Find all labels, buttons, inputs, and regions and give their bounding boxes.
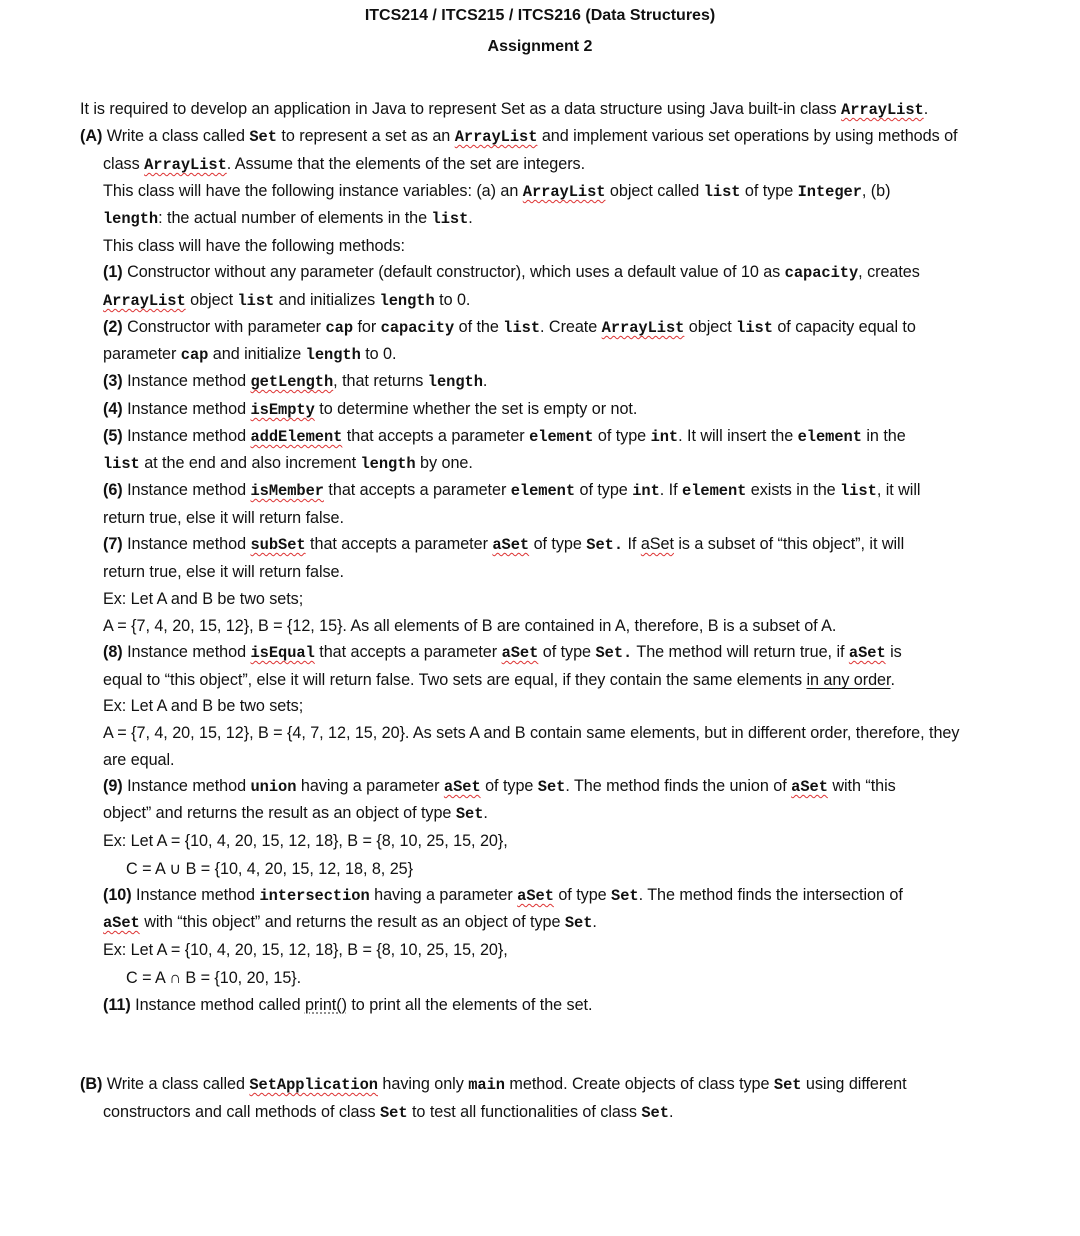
method-label: (2)	[103, 318, 123, 336]
part-a-line-2	[103, 154, 585, 175]
text: Instance method called	[130, 996, 305, 1014]
text: : the actual number of elements in the	[158, 209, 432, 227]
text: of type	[740, 182, 798, 200]
part-b-line-2	[103, 1102, 673, 1123]
text: that accepts a parameter	[314, 643, 502, 661]
code-term: ArrayList	[841, 101, 924, 119]
method-10-example-1: Ex: Let A = {10, 4, 20, 15, 12, 18}, B = {8, 10, 25, 15, 20},	[103, 941, 508, 959]
text: of type	[553, 886, 612, 904]
text: , that returns	[333, 372, 428, 390]
code-term: Set	[379, 1104, 408, 1122]
text: with “this	[827, 777, 896, 795]
method-2-line-2	[103, 344, 396, 365]
code-term: isMember	[250, 482, 324, 500]
method-label: (6)	[103, 481, 123, 499]
code-term: capacity	[784, 264, 859, 282]
text: with “this object” and returns the result as an object of type	[139, 913, 565, 931]
part-b-line-1	[80, 1074, 907, 1095]
method-9-line-1	[103, 776, 896, 797]
text: . It will insert the	[678, 427, 798, 445]
method-9-example-2: C = A ∪ B = {10, 4, 20, 15, 12, 18, 8, 25}	[126, 860, 413, 878]
code-term: Integer	[797, 183, 862, 201]
code-term: list	[103, 455, 140, 473]
code-term: subSet	[250, 536, 306, 554]
text: at the end and also increment	[139, 454, 361, 472]
part-label: (A)	[80, 127, 103, 145]
text: Constructor without any parameter (default constructor), which uses a default value of 10 as	[122, 263, 785, 281]
text: Instance method	[122, 400, 251, 418]
text: , creates	[858, 263, 920, 281]
text: to 0.	[360, 345, 397, 363]
method-label: (11)	[103, 996, 131, 1014]
text: Constructor with parameter	[122, 318, 326, 336]
text: in the	[861, 427, 906, 445]
code-term: element	[682, 482, 747, 500]
method-label: (9)	[103, 777, 123, 795]
code-term: SetApplication	[249, 1076, 378, 1094]
method-5-line-1	[103, 426, 906, 447]
code-term: aSet	[492, 536, 530, 554]
text: , (b)	[861, 182, 891, 200]
code-term: element	[529, 428, 594, 446]
text: . The method finds the union of	[565, 777, 792, 795]
code-term: int	[632, 482, 660, 500]
text: Instance method	[122, 481, 251, 499]
code-term: cap	[180, 346, 209, 364]
text: It is required to develop an application in Java to represent Set as a data structure using Java built-in class	[80, 100, 842, 118]
text: that accepts a parameter	[305, 535, 493, 553]
document-subtitle: Assignment 2	[487, 38, 593, 55]
method-9-line-2	[103, 803, 488, 824]
text: object called	[605, 182, 704, 200]
method-5-line-2	[103, 453, 473, 474]
text: object	[684, 318, 737, 336]
method-label: (8)	[103, 643, 123, 661]
code-term: Set	[641, 1104, 669, 1122]
text: of type	[529, 535, 587, 553]
method-7-example-1: Ex: Let A and B be two sets;	[103, 590, 304, 608]
text: to represent a set as an	[276, 127, 455, 145]
text: This class will have the following instance variables: (a) an	[103, 182, 523, 200]
method-10-line-2	[103, 912, 597, 933]
code-term: Set	[455, 805, 484, 823]
method-8-example-1: Ex: Let A and B be two sets;	[103, 697, 304, 715]
method-10-line-1	[103, 885, 903, 906]
text: object	[185, 291, 238, 309]
part-label: (B)	[80, 1075, 103, 1093]
code-term: element	[797, 428, 862, 446]
method-8-example-2: A = {7, 4, 20, 15, 12}, B = {4, 7, 12, 15, 20}. As sets A and B contain same elements, but in different order, therefore, they	[103, 724, 960, 742]
text: .	[923, 100, 929, 118]
method-8-line-1	[103, 642, 902, 663]
text: using different	[801, 1075, 907, 1093]
text: to 0.	[434, 291, 471, 309]
text: Instance method	[122, 643, 251, 661]
text: Instance method	[131, 886, 260, 904]
method-6-line-2: return true, else it will return false.	[103, 509, 344, 527]
text: and initializes	[274, 291, 380, 309]
text: of capacity equal to	[772, 318, 916, 336]
method-7-example-2: A = {7, 4, 20, 15, 12}, B = {12, 15}. As all elements of B are contained in A, therefore, B is a subset of A.	[103, 617, 837, 635]
part-a-line-4	[103, 208, 473, 229]
text: for	[353, 318, 381, 336]
text: having only	[377, 1075, 469, 1093]
code-term: aSet	[848, 644, 886, 662]
text: of the	[454, 318, 504, 336]
text: that accepts a parameter	[323, 481, 511, 499]
document-title: ITCS214 / ITCS215 / ITCS216 (Data Structures)	[364, 7, 716, 24]
code-term: length	[427, 373, 483, 391]
text: . If	[659, 481, 683, 499]
code-term: union	[250, 778, 297, 796]
text: The method will return true, if	[632, 643, 849, 661]
text: to print all the elements of the set.	[346, 996, 593, 1014]
method-4	[103, 399, 637, 420]
code-term: ArrayList	[601, 319, 685, 337]
method-1-line-1	[103, 262, 920, 283]
code-term: list	[736, 319, 773, 337]
text: of type	[480, 777, 538, 795]
text: parameter	[103, 345, 181, 363]
code-term: Set	[537, 778, 566, 796]
method-label: (1)	[103, 263, 123, 281]
text: Instance method	[122, 535, 251, 553]
text: . Assume that the elements of the set are integers.	[226, 155, 586, 173]
text: constructors and call methods of class	[103, 1103, 380, 1121]
text-term: aSet	[640, 535, 674, 553]
code-term: addElement	[250, 428, 343, 446]
code-term: ArrayList	[454, 128, 538, 146]
text: having a parameter	[369, 886, 518, 904]
text: If	[623, 535, 641, 553]
code-term: Set	[564, 914, 593, 932]
underlined-text: in any order	[806, 671, 891, 689]
method-8-example-3: are equal.	[103, 751, 175, 769]
text: .	[890, 671, 895, 689]
text: is a subset of “this object”, it will	[673, 535, 905, 553]
code-term: Set	[611, 887, 639, 905]
text: .	[483, 804, 488, 822]
code-term: aSet	[791, 778, 828, 796]
method-2-line-1	[103, 317, 916, 338]
method-label: (7)	[103, 535, 123, 553]
method-label: (3)	[103, 372, 123, 390]
text: Instance method	[122, 372, 251, 390]
text: object” and returns the result as an object of type	[103, 804, 456, 822]
code-term: int	[650, 428, 679, 446]
code-term: list	[503, 319, 541, 337]
code-term: Set	[773, 1076, 802, 1094]
text: to determine whether the set is empty or not.	[314, 400, 638, 418]
code-term: Set.	[595, 644, 633, 662]
code-term: aSet	[443, 778, 481, 796]
code-term: aSet	[517, 887, 554, 905]
text: of type	[538, 643, 596, 661]
code-term: list	[431, 210, 469, 228]
text: Instance method	[122, 777, 251, 795]
text: of type	[593, 427, 651, 445]
method-3	[103, 371, 487, 392]
text: .	[668, 1103, 674, 1121]
part-a-line-1	[80, 126, 957, 147]
method-6-line-1	[103, 480, 920, 501]
code-term: capacity	[380, 319, 455, 337]
code-term: intersection	[259, 887, 370, 905]
code-term: list	[840, 482, 877, 500]
text: equal to “this object”, else it will return false. Two sets are equal, if they contain the same elements	[103, 671, 807, 689]
method-10-example-2: C = A ∩ B = {10, 20, 15}.	[126, 969, 302, 987]
text: and initialize	[208, 345, 306, 363]
text: exists in the	[746, 481, 841, 499]
method-7-line-1	[103, 534, 904, 555]
code-term: aSet	[501, 644, 539, 662]
text: class	[103, 155, 145, 173]
code-term: getLength	[250, 373, 334, 391]
text: of type	[575, 481, 633, 499]
text: that accepts a parameter	[342, 427, 530, 445]
method-1-line-2	[103, 290, 470, 311]
text: .	[468, 209, 473, 227]
text: . Create	[540, 318, 602, 336]
text: is	[885, 643, 902, 661]
code-term: Set.	[586, 536, 624, 554]
text: method. Create objects of class type	[504, 1075, 774, 1093]
text: to test all functionalities of class	[407, 1103, 642, 1121]
method-8-line-2	[103, 670, 895, 690]
code-term: ArrayList	[144, 156, 227, 174]
code-term: length	[103, 210, 159, 228]
code-term: ArrayList	[103, 292, 186, 310]
part-a-line-3	[103, 181, 890, 202]
code-term: length	[360, 455, 416, 473]
method-7-line-2: return true, else it will return false.	[103, 563, 344, 581]
code-term: cap	[325, 319, 354, 337]
code-term: length	[379, 292, 435, 310]
text: Write a class called	[102, 127, 250, 145]
code-term: length	[305, 346, 361, 364]
method-11	[103, 995, 592, 1015]
code-term: aSet	[103, 914, 140, 932]
code-term: list	[703, 183, 741, 201]
method-label: (4)	[103, 400, 123, 418]
code-term: Set	[249, 128, 277, 146]
text: .	[592, 913, 597, 931]
code-term: list	[237, 292, 275, 310]
code-term: isEqual	[250, 644, 315, 662]
method-label: (10)	[103, 886, 132, 904]
text: .	[482, 372, 488, 390]
text: Write a class called	[102, 1075, 250, 1093]
text: Instance method	[122, 427, 251, 445]
text: by one.	[415, 454, 473, 472]
underlined-text: print()	[304, 996, 347, 1014]
code-term: element	[510, 482, 576, 500]
text: . The method finds the intersection of	[638, 886, 903, 904]
code-term: isEmpty	[250, 401, 315, 419]
intro-paragraph	[80, 99, 928, 120]
text: having a parameter	[296, 777, 444, 795]
method-9-example-1: Ex: Let A = {10, 4, 20, 15, 12, 18}, B = {8, 10, 25, 15, 20},	[103, 832, 508, 850]
part-a-line-5: This class will have the following methods:	[103, 237, 405, 255]
method-label: (5)	[103, 427, 123, 445]
code-term: main	[468, 1076, 505, 1094]
text: , it will	[876, 481, 921, 499]
text: and implement various set operations by using methods of	[537, 127, 958, 145]
code-term: ArrayList	[522, 183, 606, 201]
